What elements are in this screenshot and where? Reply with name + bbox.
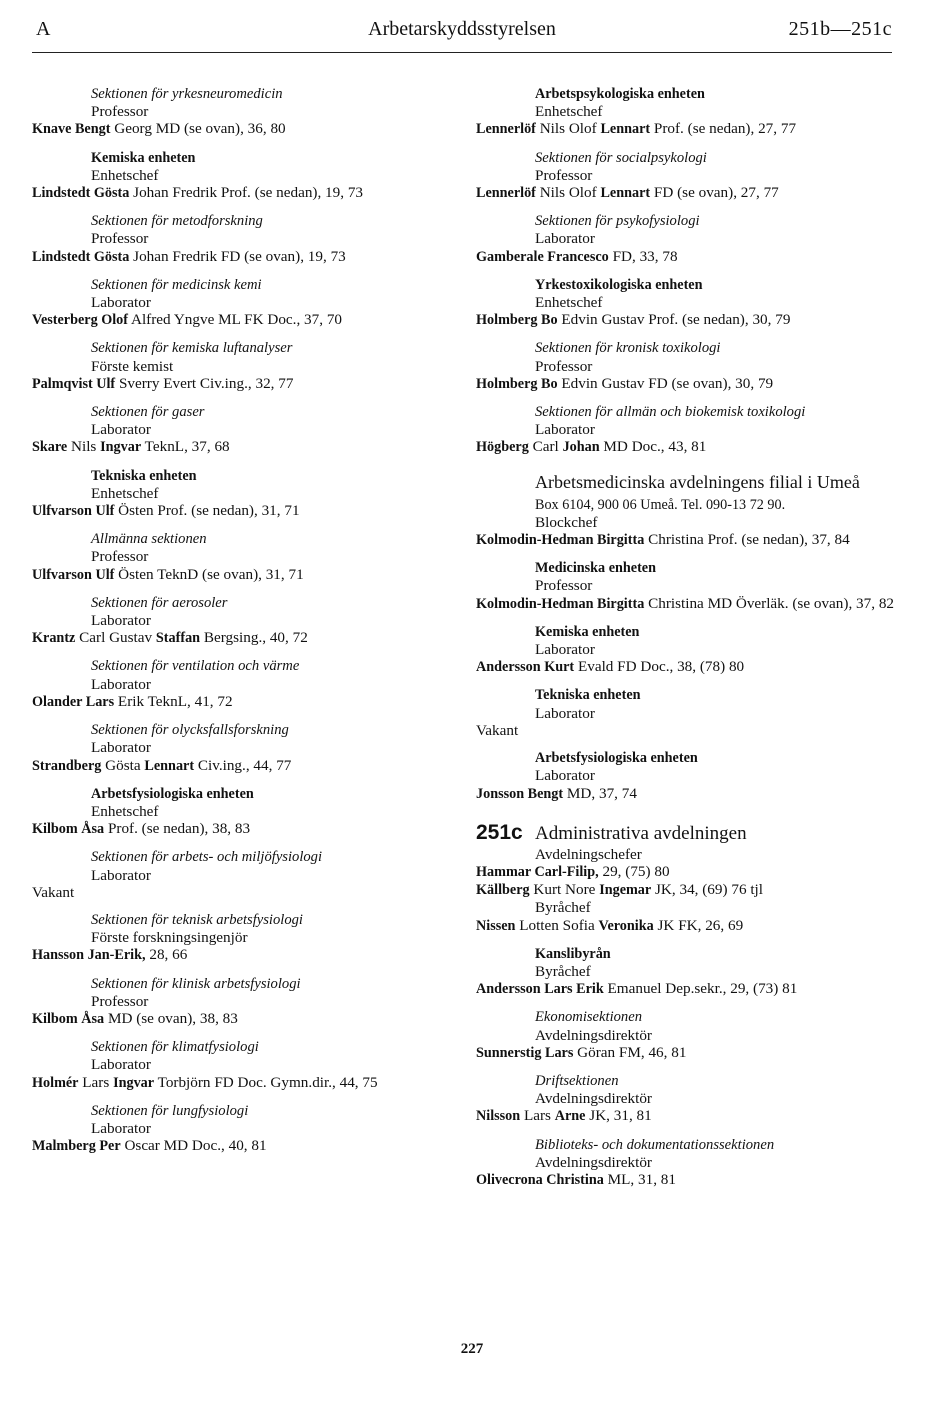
branch-heading: Arbetsmedicinska avdelningens filial i Umeå [535, 471, 860, 492]
unit-heading: Kemiska enheten [91, 149, 196, 166]
unit-heading: Kanslibyrån [535, 945, 611, 962]
person-entry: Hansson Jan-Erik, 28, 66 [32, 946, 188, 964]
role-title: Laborator [91, 866, 151, 884]
section-heading: Sektionen för kemiska luftanalyser [91, 340, 293, 357]
section-heading: Ekonomisektionen [535, 1009, 642, 1026]
page-number: 227 [460, 1341, 484, 1357]
person-entry: Hammar Carl-Filip, 29, (75) 80 [476, 862, 670, 880]
vacant-entry: Vakant [32, 883, 75, 901]
section-heading: Sektionen för arbets- och miljöfysiologi [91, 849, 323, 866]
section-heading: Sektionen för socialpsykologi [535, 149, 707, 166]
person-entry: Högberg Carl Johan MD Doc., 43, 81 [476, 438, 707, 456]
unit-heading: Arbetsfysiologiska enheten [535, 750, 698, 767]
unit-heading: Kemiska enheten [535, 623, 640, 640]
unit-heading: Arbetspsykologiska enheten [535, 86, 705, 102]
role-title: Professor [91, 230, 149, 248]
person-entry: Ulfvarson Ulf Östen Prof. (se nedan), 31, 71 [32, 502, 300, 520]
section-heading: Sektionen för teknisk arbetsfysiologi [91, 911, 303, 928]
role-title: Laborator [535, 704, 595, 722]
person-entry: Lennerlöf Nils Olof Lennart FD (se ovan), 27, 77 [476, 184, 779, 202]
role-title: Blockchef [535, 513, 598, 531]
vacant-entry: Vakant [476, 721, 519, 739]
person-entry: Lindstedt Gösta Johan Fredrik FD (se ovan), 19, 73 [32, 247, 346, 265]
person-entry: Nissen Lotten Sofia Veronika JK FK, 26, 69 [476, 916, 744, 934]
role-title: Enhetschef [535, 294, 603, 312]
person-entry: Kilbom Åsa Prof. (se nedan), 38, 83 [32, 820, 251, 838]
person-entry: Ulfvarson Ulf Östen TeknD (se ovan), 31, 71 [32, 565, 304, 583]
role-title: Professor [91, 992, 149, 1010]
person-entry: Krantz Carl Gustav Staffan Bergsing., 40, 72 [32, 629, 308, 647]
role-title: Enhetschef [91, 166, 159, 184]
section-heading: Driftsektionen [535, 1072, 619, 1089]
role-title: Avdelningsdirektör [535, 1026, 652, 1044]
person-entry: Kilbom Åsa MD (se ovan), 38, 83 [32, 1009, 238, 1027]
header-title: Arbetarskyddsstyrelsen [368, 18, 556, 40]
section-heading: Sektionen för psykofysiologi [535, 213, 700, 230]
person-entry: Andersson Kurt Evald FD Doc., 38, (78) 80 [476, 658, 745, 676]
section-heading: Biblioteks- och dokumentationssektionen [535, 1136, 775, 1153]
role-title: Laborator [535, 421, 595, 439]
section-heading: Sektionen för allmän och biokemisk toxikologi [535, 404, 806, 421]
role-title: Förste kemist [91, 357, 174, 375]
section-heading: Sektionen för klimatfysiologi [91, 1039, 259, 1056]
role-title: Avdelningsdirektör [535, 1153, 652, 1171]
section-heading: Sektionen för aerosoler [91, 594, 228, 611]
person-entry: Jonsson Bengt MD, 37, 74 [476, 784, 637, 802]
person-entry: Kolmodin-Hedman Birgitta Christina Prof. (se nedan), 37, 84 [476, 531, 850, 549]
role-title: Laborator [91, 739, 151, 757]
unit-heading: Yrkestoxikologiska enheten [535, 276, 703, 293]
left-column [32, 86, 452, 1155]
unit-heading: Tekniska enheten [535, 687, 641, 704]
role-title: Professor [535, 357, 593, 375]
section-heading: Sektionen för medicinsk kemi [91, 276, 262, 293]
role-title: Laborator [91, 421, 151, 439]
person-entry: Källberg Kurt Nore Ingemar JK, 34, (69) 76 tjl [476, 881, 763, 899]
unit-heading: Medicinska enheten [535, 560, 656, 577]
role-title: Professor [535, 577, 593, 595]
person-entry: Lindstedt Gösta Johan Fredrik Prof. (se nedan), 19, 73 [32, 184, 364, 202]
chapter-heading [476, 821, 896, 846]
person-entry: Holmér Lars Ingvar Torbjörn FD Doc. Gymn.dir., 44, 75 [32, 1073, 378, 1091]
role-title: Avdelningschefer [535, 845, 642, 863]
person-entry: Knave Bengt Georg MD (se ovan), 36, 80 [32, 120, 286, 138]
person-entry: Holmberg Bo Edvin Gustav Prof. (se nedan), 30, 79 [476, 311, 791, 329]
role-title: Laborator [535, 641, 595, 659]
role-title: Laborator [91, 294, 151, 312]
role-title: Enhetschef [91, 484, 159, 502]
unit-heading: Tekniska enheten [91, 467, 197, 484]
person-entry: Strandberg Gösta Lennart Civ.ing., 44, 77 [32, 756, 292, 774]
role-title: Byråchef [535, 962, 591, 980]
person-entry: Kolmodin-Hedman Birgitta Christina MD Överläk. (se ovan), 37, 82 [476, 594, 895, 612]
person-entry: Sunnerstig Lars Göran FM, 46, 81 [476, 1043, 687, 1061]
section-heading: Sektionen för metodforskning [91, 213, 263, 230]
section-heading: Sektionen för lungfysiologi [91, 1102, 249, 1119]
section-heading: Sektionen för ventilation och värme [91, 658, 300, 675]
person-entry: Andersson Lars Erik Emanuel Dep.sekr., 29, (73) 81 [476, 980, 798, 998]
person-entry: Olander Lars Erik TeknL, 41, 72 [32, 692, 233, 710]
role-title: Laborator [91, 1119, 151, 1137]
role-title: Professor [91, 548, 149, 566]
role-title: Professor [91, 103, 149, 121]
section-heading: Sektionen för olycksfallsforskning [91, 722, 289, 739]
person-entry: Palmqvist Ulf Sverry Evert Civ.ing., 32, 77 [32, 374, 294, 392]
person-entry: Malmberg Per Oscar MD Doc., 40, 81 [32, 1137, 267, 1155]
right-column [476, 86, 896, 1189]
role-title: Enhetschef [91, 802, 159, 820]
section-heading: Sektionen för kronisk toxikologi [535, 340, 721, 357]
role-title: Laborator [91, 1056, 151, 1074]
person-entry: Gamberale Francesco FD, 33, 78 [476, 247, 678, 265]
role-title: Laborator [535, 230, 595, 248]
person-entry: Vesterberg Olof Alfred Yngve ML FK Doc., 37, 70 [32, 311, 343, 329]
page-header [32, 18, 892, 53]
role-title: Laborator [535, 767, 595, 785]
section-heading: Sektionen för yrkesneuromedicin [91, 86, 283, 102]
person-entry: Olivecrona Christina ML, 31, 81 [476, 1170, 676, 1188]
role-title: Byråchef [535, 899, 591, 917]
role-title: Laborator [91, 612, 151, 630]
section-heading: Sektionen för gaser [91, 404, 205, 421]
header-section-letter: A [36, 18, 51, 40]
chapter-title: Administrativa avdelningen [535, 822, 747, 844]
role-title: Enhetschef [535, 103, 603, 121]
role-title: Professor [535, 166, 593, 184]
person-entry: Lennerlöf Nils Olof Lennart Prof. (se nedan), 27, 77 [476, 120, 797, 138]
person-entry: Nilsson Lars Arne JK, 31, 81 [476, 1107, 652, 1125]
unit-heading: Arbetsfysiologiska enheten [91, 785, 254, 802]
section-heading: Allmänna sektionen [91, 531, 207, 548]
header-range: 251b—251c [788, 18, 892, 40]
person-entry: Skare Nils Ingvar TeknL, 37, 68 [32, 438, 230, 456]
person-entry: Holmberg Bo Edvin Gustav FD (se ovan), 30, 79 [476, 374, 774, 392]
branch-address: Box 6104, 900 06 Umeå. Tel. 090-13 72 90. [535, 496, 786, 513]
role-title: Laborator [91, 675, 151, 693]
section-heading: Sektionen för klinisk arbetsfysiologi [91, 975, 301, 992]
chapter-number: 251c [476, 820, 523, 844]
role-title: Förste forskningsingenjör [91, 929, 248, 947]
role-title: Avdelningsdirektör [535, 1090, 652, 1108]
